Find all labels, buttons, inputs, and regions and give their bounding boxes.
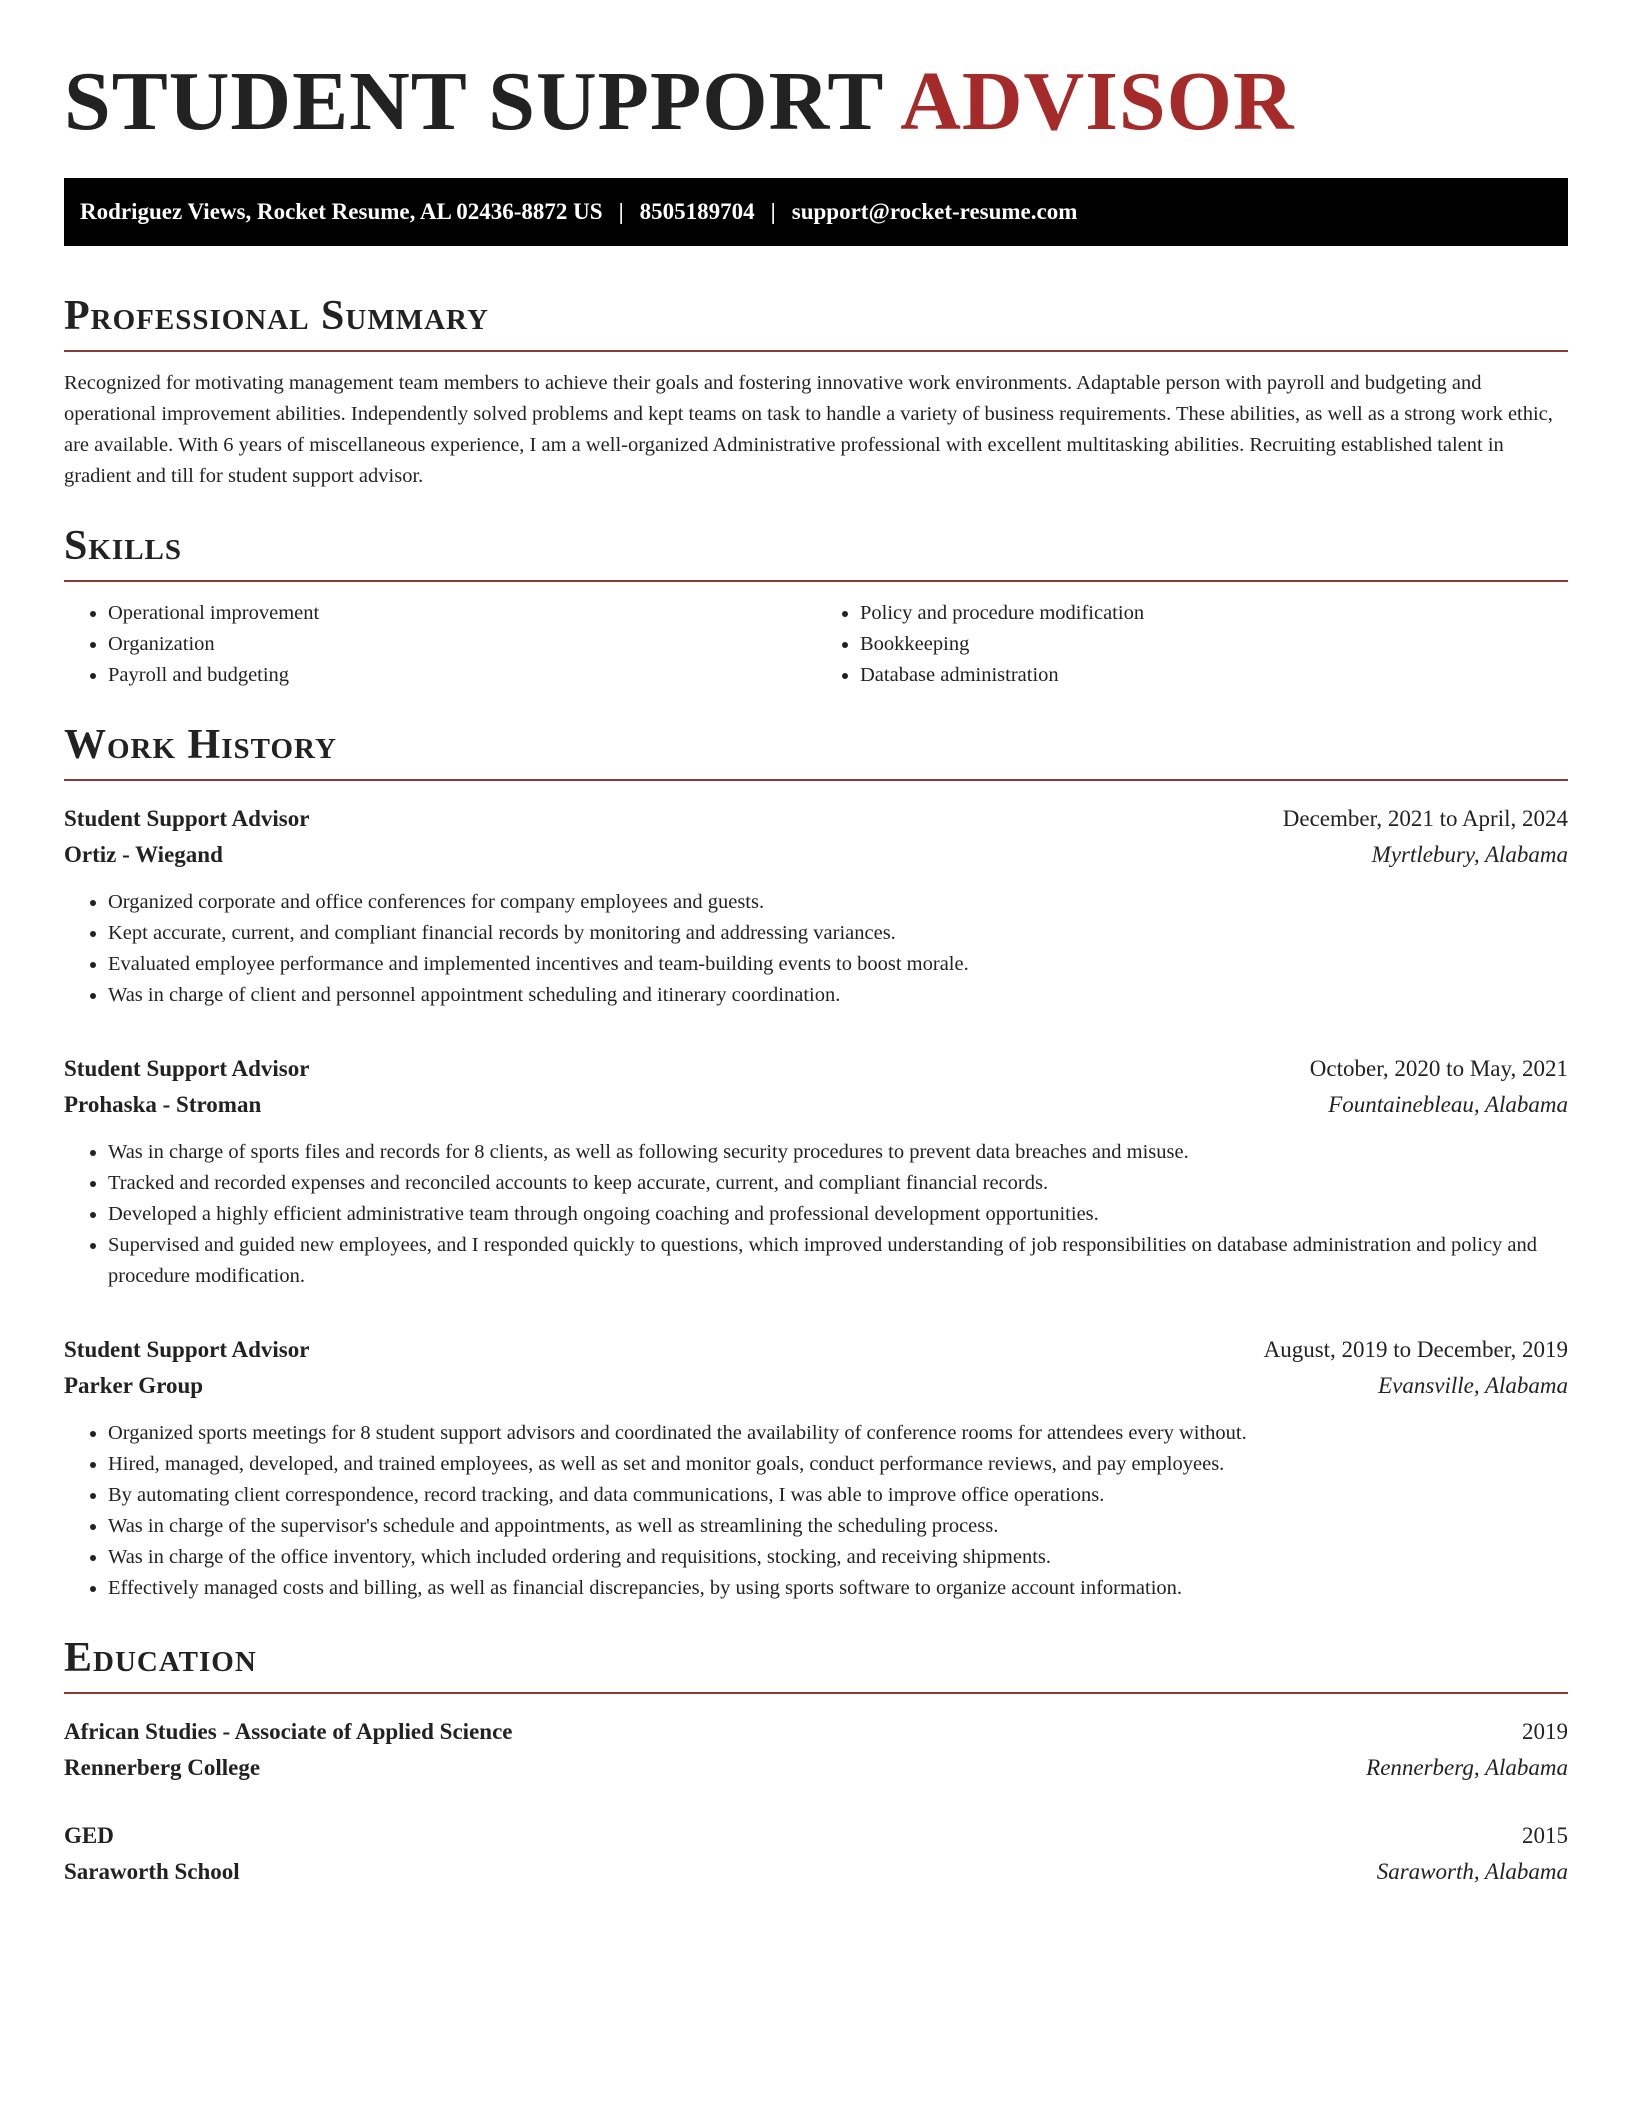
job-location: Evansville, Alabama (1378, 1373, 1568, 1398)
resume-page (64, 0, 1568, 1890)
contact-bar (64, 178, 1568, 246)
edu-location: Rennerberg, Alabama (1366, 1755, 1568, 1780)
contact-separator: | (618, 199, 624, 224)
contact-address: Rodriguez Views, Rocket Resume, AL 02436-8872 US (80, 199, 603, 224)
work-history-section (64, 719, 1568, 1604)
job-bullet: • Effectively managed costs and billing, as well as financial discrepancies, by using sports software to organize account information. (108, 1573, 1568, 1604)
skill-item: • Organization (108, 629, 816, 660)
job-bullets (64, 1418, 1568, 1604)
job-bullet: • Was in charge of sports files and records for 8 clients, as well as following security procedures to prevent data breaches and misuse. (108, 1137, 1568, 1168)
edu-degree: African Studies - Associate of Applied Science (64, 1719, 513, 1744)
job-title: Student Support Advisor (64, 1337, 310, 1362)
education-entry (64, 1714, 1568, 1786)
job-dates: August, 2019 to December, 2019 (1263, 1337, 1568, 1362)
summary-section (64, 290, 1568, 492)
job-entry (64, 801, 1568, 1011)
job-dates: October, 2020 to May, 2021 (1309, 1056, 1568, 1081)
summary-text: Recognized for motivating management team members to achieve their goals and fostering innovative work environments. Adaptable person with payroll and budgeting and operational improvement abilities. Independently solved problems and kept teams on task to handle a variety of business requirements. These abilities, as well as a strong work ethic, are available. With 6 years of miscellaneous experience, I am a well-organized Administrative professional with excellent multitasking abilities. Recruiting established talent in gradient and till for student support advisor. (64, 372, 1553, 487)
job-dates: December, 2021 to April, 2024 (1282, 806, 1568, 831)
edu-school: Rennerberg College (64, 1755, 261, 1780)
job-bullet: • Was in charge of the office inventory, which included ordering and requisitions, stocking, and receiving shipments. (108, 1542, 1568, 1573)
resume-title (64, 52, 1568, 152)
job-title: Student Support Advisor (64, 806, 310, 831)
edu-school: Saraworth School (64, 1859, 240, 1884)
job-company: Prohaska - Stroman (64, 1092, 262, 1117)
skill-item: • Database administration (860, 660, 1568, 691)
job-bullet: • By automating client correspondence, record tracking, and data communications, I was able to improve office operations. (108, 1480, 1568, 1511)
skill-item: • Policy and procedure modification (860, 598, 1568, 629)
skill-item: • Payroll and budgeting (108, 660, 816, 691)
job-company: Parker Group (64, 1373, 204, 1398)
job-entry (64, 1051, 1568, 1292)
section-heading: Work History (64, 719, 1568, 781)
job-bullet: • Supervised and guided new employees, and I responded quickly to questions, which improved understanding of job responsibilities on database administration and policy and procedure modification. (108, 1230, 1568, 1292)
job-title: Student Support Advisor (64, 1056, 310, 1081)
job-bullet: • Organized corporate and office conferences for company employees and guests. (108, 887, 1568, 918)
job-entry (64, 1332, 1568, 1604)
job-bullets (64, 887, 1568, 1011)
title-main: STUDENT SUPPORT (64, 55, 883, 148)
job-location: Myrtlebury, Alabama (1371, 842, 1568, 867)
edu-degree: GED (64, 1823, 114, 1848)
section-heading: Skills (64, 520, 1568, 582)
skills-list-right (816, 598, 1568, 691)
section-heading: Professional Summary (64, 290, 1568, 352)
job-bullet: • Evaluated employee performance and implemented incentives and team-building events to boost morale. (108, 949, 1568, 980)
job-company: Ortiz - Wiegand (64, 842, 223, 867)
job-bullet: • Was in charge of the supervisor's schedule and appointments, as well as streamlining the scheduling process. (108, 1511, 1568, 1542)
contact-email: support@rocket-resume.com (791, 199, 1078, 224)
contact-phone: 8505189704 (639, 199, 755, 224)
skill-item: • Bookkeeping (860, 629, 1568, 660)
education-section (64, 1632, 1568, 1890)
edu-year: 2015 (1522, 1823, 1568, 1848)
job-bullets (64, 1137, 1568, 1292)
job-bullet: • Kept accurate, current, and compliant financial records by monitoring and addressing variances. (108, 918, 1568, 949)
contact-separator: | (770, 199, 776, 224)
section-heading: Education (64, 1632, 1568, 1694)
job-bullet: • Organized sports meetings for 8 student support advisors and coordinated the availability of conference rooms for attendees every without. (108, 1418, 1568, 1449)
edu-year: 2019 (1522, 1719, 1568, 1744)
title-accent: ADVISOR (900, 55, 1295, 148)
job-bullet: • Was in charge of client and personnel appointment scheduling and itinerary coordination. (108, 980, 1568, 1011)
job-location: Fountainebleau, Alabama (1328, 1092, 1568, 1117)
job-bullet: • Tracked and recorded expenses and reconciled accounts to keep accurate, current, and compliant financial records. (108, 1168, 1568, 1199)
education-entry (64, 1818, 1568, 1890)
skills-section (64, 520, 1568, 691)
skills-list-left (64, 598, 816, 691)
edu-location: Saraworth, Alabama (1376, 1859, 1568, 1884)
job-bullet: • Developed a highly efficient administrative team through ongoing coaching and professional development opportunities. (108, 1199, 1568, 1230)
job-bullet: • Hired, managed, developed, and trained employees, as well as set and monitor goals, conduct performance reviews, and pay employees. (108, 1449, 1568, 1480)
skills-columns (64, 598, 1568, 691)
skill-item: • Operational improvement (108, 598, 816, 629)
